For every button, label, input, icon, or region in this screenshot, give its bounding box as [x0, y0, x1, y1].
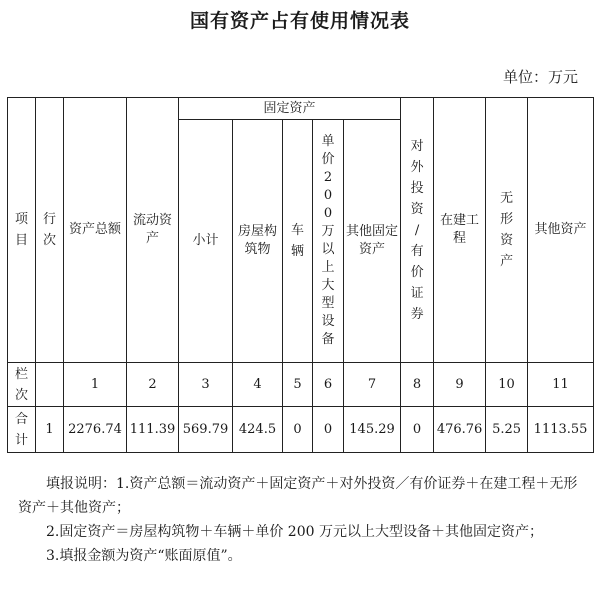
page-title: 国有资产占有使用情况表 [189, 10, 410, 32]
header-other-fixed: 其他固定资产 [344, 120, 401, 363]
total-value: 5.25 [486, 407, 528, 453]
filling-notes [18, 472, 590, 568]
header-row-no: 行次 [36, 98, 64, 363]
header-vehicles: 车辆 [283, 120, 313, 363]
total-value: 0 [283, 407, 313, 453]
note-line-2: 2.固定资产＝房屋构筑物＋车辆＋单价 200 万元以上大型设备＋其他固定资产； [46, 524, 543, 540]
asset-table [7, 97, 594, 453]
column-number: 4 [233, 363, 283, 407]
total-value: 145.29 [344, 407, 401, 453]
column-number: 2 [127, 363, 179, 407]
column-number: 7 [344, 363, 401, 407]
total-value: 424.5 [233, 407, 283, 453]
header-fixed-assets-group: 固定资产 [179, 98, 401, 120]
total-value: 569.79 [179, 407, 233, 453]
total-value: 0 [401, 407, 434, 453]
header-item: 项目 [8, 98, 36, 363]
total-value: 476.76 [434, 407, 486, 453]
unit-label: 单位：万元 [502, 68, 578, 86]
header-intangible: 无形资产 [486, 98, 528, 363]
total-row-no: 1 [36, 407, 64, 453]
header-large-equipment: 单价200万以上大型设备 [313, 120, 344, 363]
header-total-assets: 资产总额 [64, 98, 127, 363]
note-line-1: 填报说明：1.资产总额＝流动资产＋固定资产＋对外投资／有价证券＋在建工程＋无形资产＋其他资产； [18, 476, 578, 516]
column-number: 6 [313, 363, 344, 407]
total-row-label: 合计 [8, 407, 36, 453]
total-value: 0 [313, 407, 344, 453]
note-line-3: 3.填报金额为资产“账面原值”。 [46, 548, 242, 564]
column-number: 11 [528, 363, 594, 407]
total-value: 2276.74 [64, 407, 127, 453]
column-number: 9 [434, 363, 486, 407]
column-number: 3 [179, 363, 233, 407]
total-row [8, 407, 594, 453]
header-construction: 在建工程 [434, 98, 486, 363]
column-row-empty [36, 363, 64, 407]
column-number-row [8, 363, 594, 407]
header-subtotal: 小计 [179, 120, 233, 363]
column-number: 8 [401, 363, 434, 407]
total-value: 111.39 [127, 407, 179, 453]
column-number: 10 [486, 363, 528, 407]
column-number: 5 [283, 363, 313, 407]
column-number: 1 [64, 363, 127, 407]
header-buildings: 房屋构筑物 [233, 120, 283, 363]
header-current-assets: 流动资产 [127, 98, 179, 363]
header-investment: 对外投资/有价证券 [401, 98, 434, 363]
header-other-assets: 其他资产 [528, 98, 594, 363]
column-row-label: 栏次 [8, 363, 36, 407]
total-value: 1113.55 [528, 407, 594, 453]
